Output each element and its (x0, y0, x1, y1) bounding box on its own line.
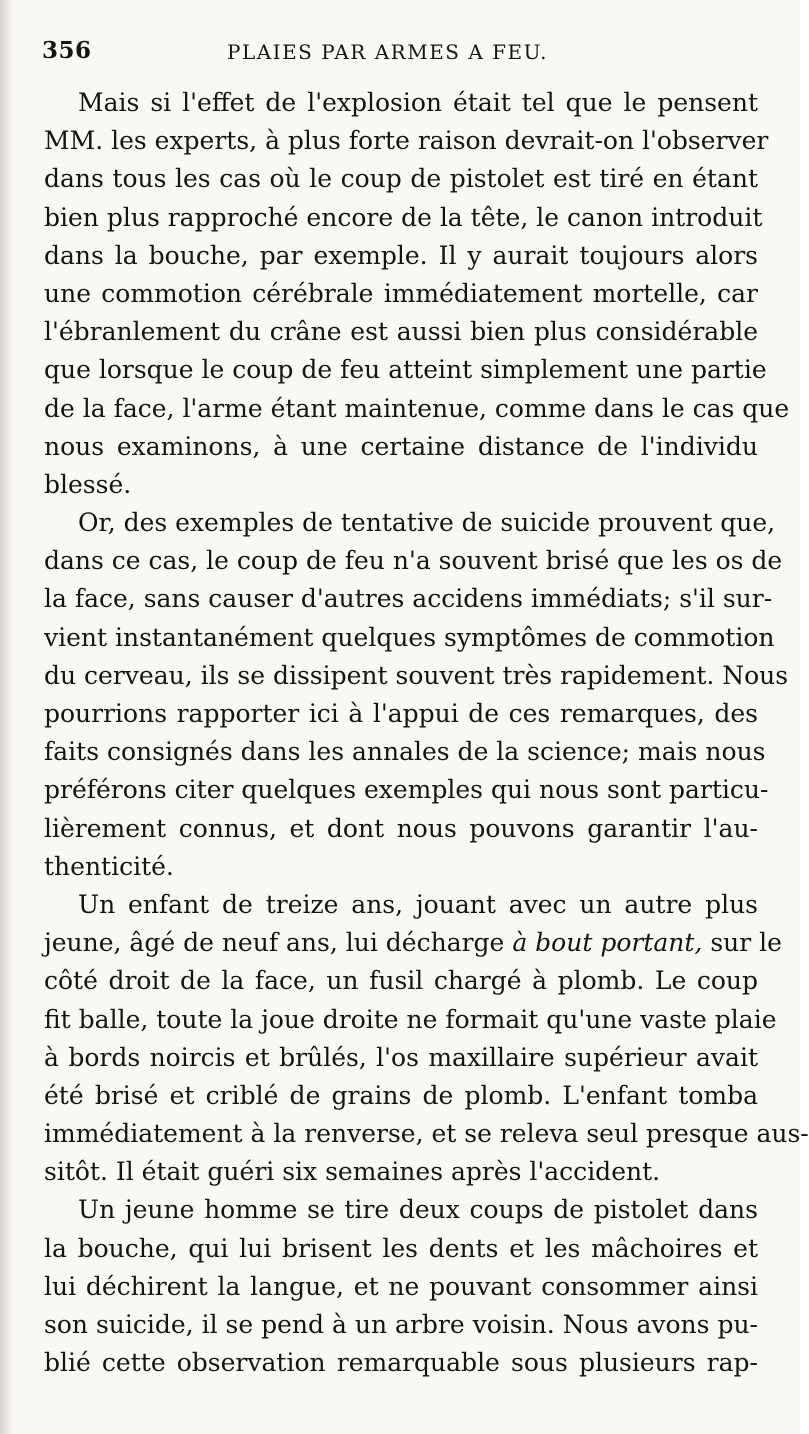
text-line: nous examinons, à une certaine distance de l'individu (44, 431, 758, 461)
text-line-mixed (44, 924, 782, 962)
text-line: côté droit de la face, un fusil chargé à plomb. Le coup (44, 966, 758, 996)
italic-phrase: à bout portant, (512, 928, 703, 958)
text-line: du cerveau, ils se dissipent souvent très rapidement. Nous (44, 660, 789, 690)
text-line: MM. les experts, à plus forte raison devrait-on l'observer (44, 126, 769, 156)
text-line: la bouche, qui lui brisent les dents et les mâchoires et (44, 1233, 758, 1263)
text-line: faits consignés dans les annales de la science; mais nous (44, 737, 766, 767)
text-line: la face, sans causer d'autres accidens immédiats; s'il sur- (44, 584, 773, 614)
text-line: immédiatement à la renverse, et se releva seul presque aus- (44, 1119, 809, 1149)
text-line: blessé. (44, 469, 132, 499)
page-number: 356 (42, 37, 92, 64)
body-text (44, 84, 809, 1382)
text-line: lièrement connus, et dont nous pouvons garantir l'au- (44, 813, 758, 843)
text-line: pourrions rapporter ici à l'appui de ces remarques, des (44, 699, 758, 728)
text-segment: sur le (710, 928, 782, 958)
text-line: l'ébranlement du crâne est aussi bien plus considérable (44, 317, 758, 347)
text-line: que lorsque le coup de feu atteint simplement une partie (44, 355, 767, 385)
text-line: son suicide, il se pend à un arbre voisin. Nous avons pu- (44, 1310, 758, 1339)
text-line: vient instantanément quelques symptômes de commotion (44, 622, 775, 652)
text-line: une commotion cérébrale immédiatement mortelle, car (44, 278, 758, 308)
running-head (42, 37, 758, 71)
text-line: dans la bouche, par exemple. Il y aurait toujours alors (44, 240, 758, 270)
text-line: dans ce cas, le coup de feu n'a souvent brisé que les os de (44, 546, 783, 576)
text-line: lui déchirent la langue, et ne pouvant consommer ainsi (44, 1271, 758, 1301)
text-line: Or, des exemples de tentative de suicide prouvent que, (78, 508, 776, 538)
text-line: préférons citer quelques exemples qui nous sont particu- (44, 775, 769, 805)
text-line: dans tous les cas où le coup de pistolet est tiré en étant (44, 164, 758, 194)
running-title: PLAIES PAR ARMES A FEU. (227, 40, 549, 64)
text-line: de la face, l'arme étant maintenue, comme dans le cas que (44, 393, 790, 423)
text-line: Un jeune homme se tire deux coups de pistolet dans (78, 1195, 758, 1225)
text-line: sitôt. Il était guéri six semaines après l'accident. (44, 1157, 661, 1187)
text-line: thenticité. (44, 851, 174, 881)
text-line: Mais si l'effet de l'explosion était tel que le pensent (78, 88, 758, 117)
text-line: fit balle, toute la joue droite ne formait qu'une vaste plaie (44, 1004, 777, 1034)
text-segment: jeune, âgé de neuf ans, lui décharge (44, 928, 505, 958)
page-edge-shadow (0, 0, 14, 1434)
text-line: bien plus rapproché encore de la tête, le canon introduit (44, 202, 763, 232)
text-line: à bords noircis et brûlés, l'os maxillaire supérieur avait (44, 1042, 758, 1072)
text-line: blié cette observation remarquable sous plusieurs rap- (44, 1348, 758, 1378)
text-line: été brisé et criblé de grains de plomb. L'enfant tomba (44, 1080, 758, 1110)
text-line: Un enfant de treize ans, jouant avec un autre plus (78, 889, 758, 919)
